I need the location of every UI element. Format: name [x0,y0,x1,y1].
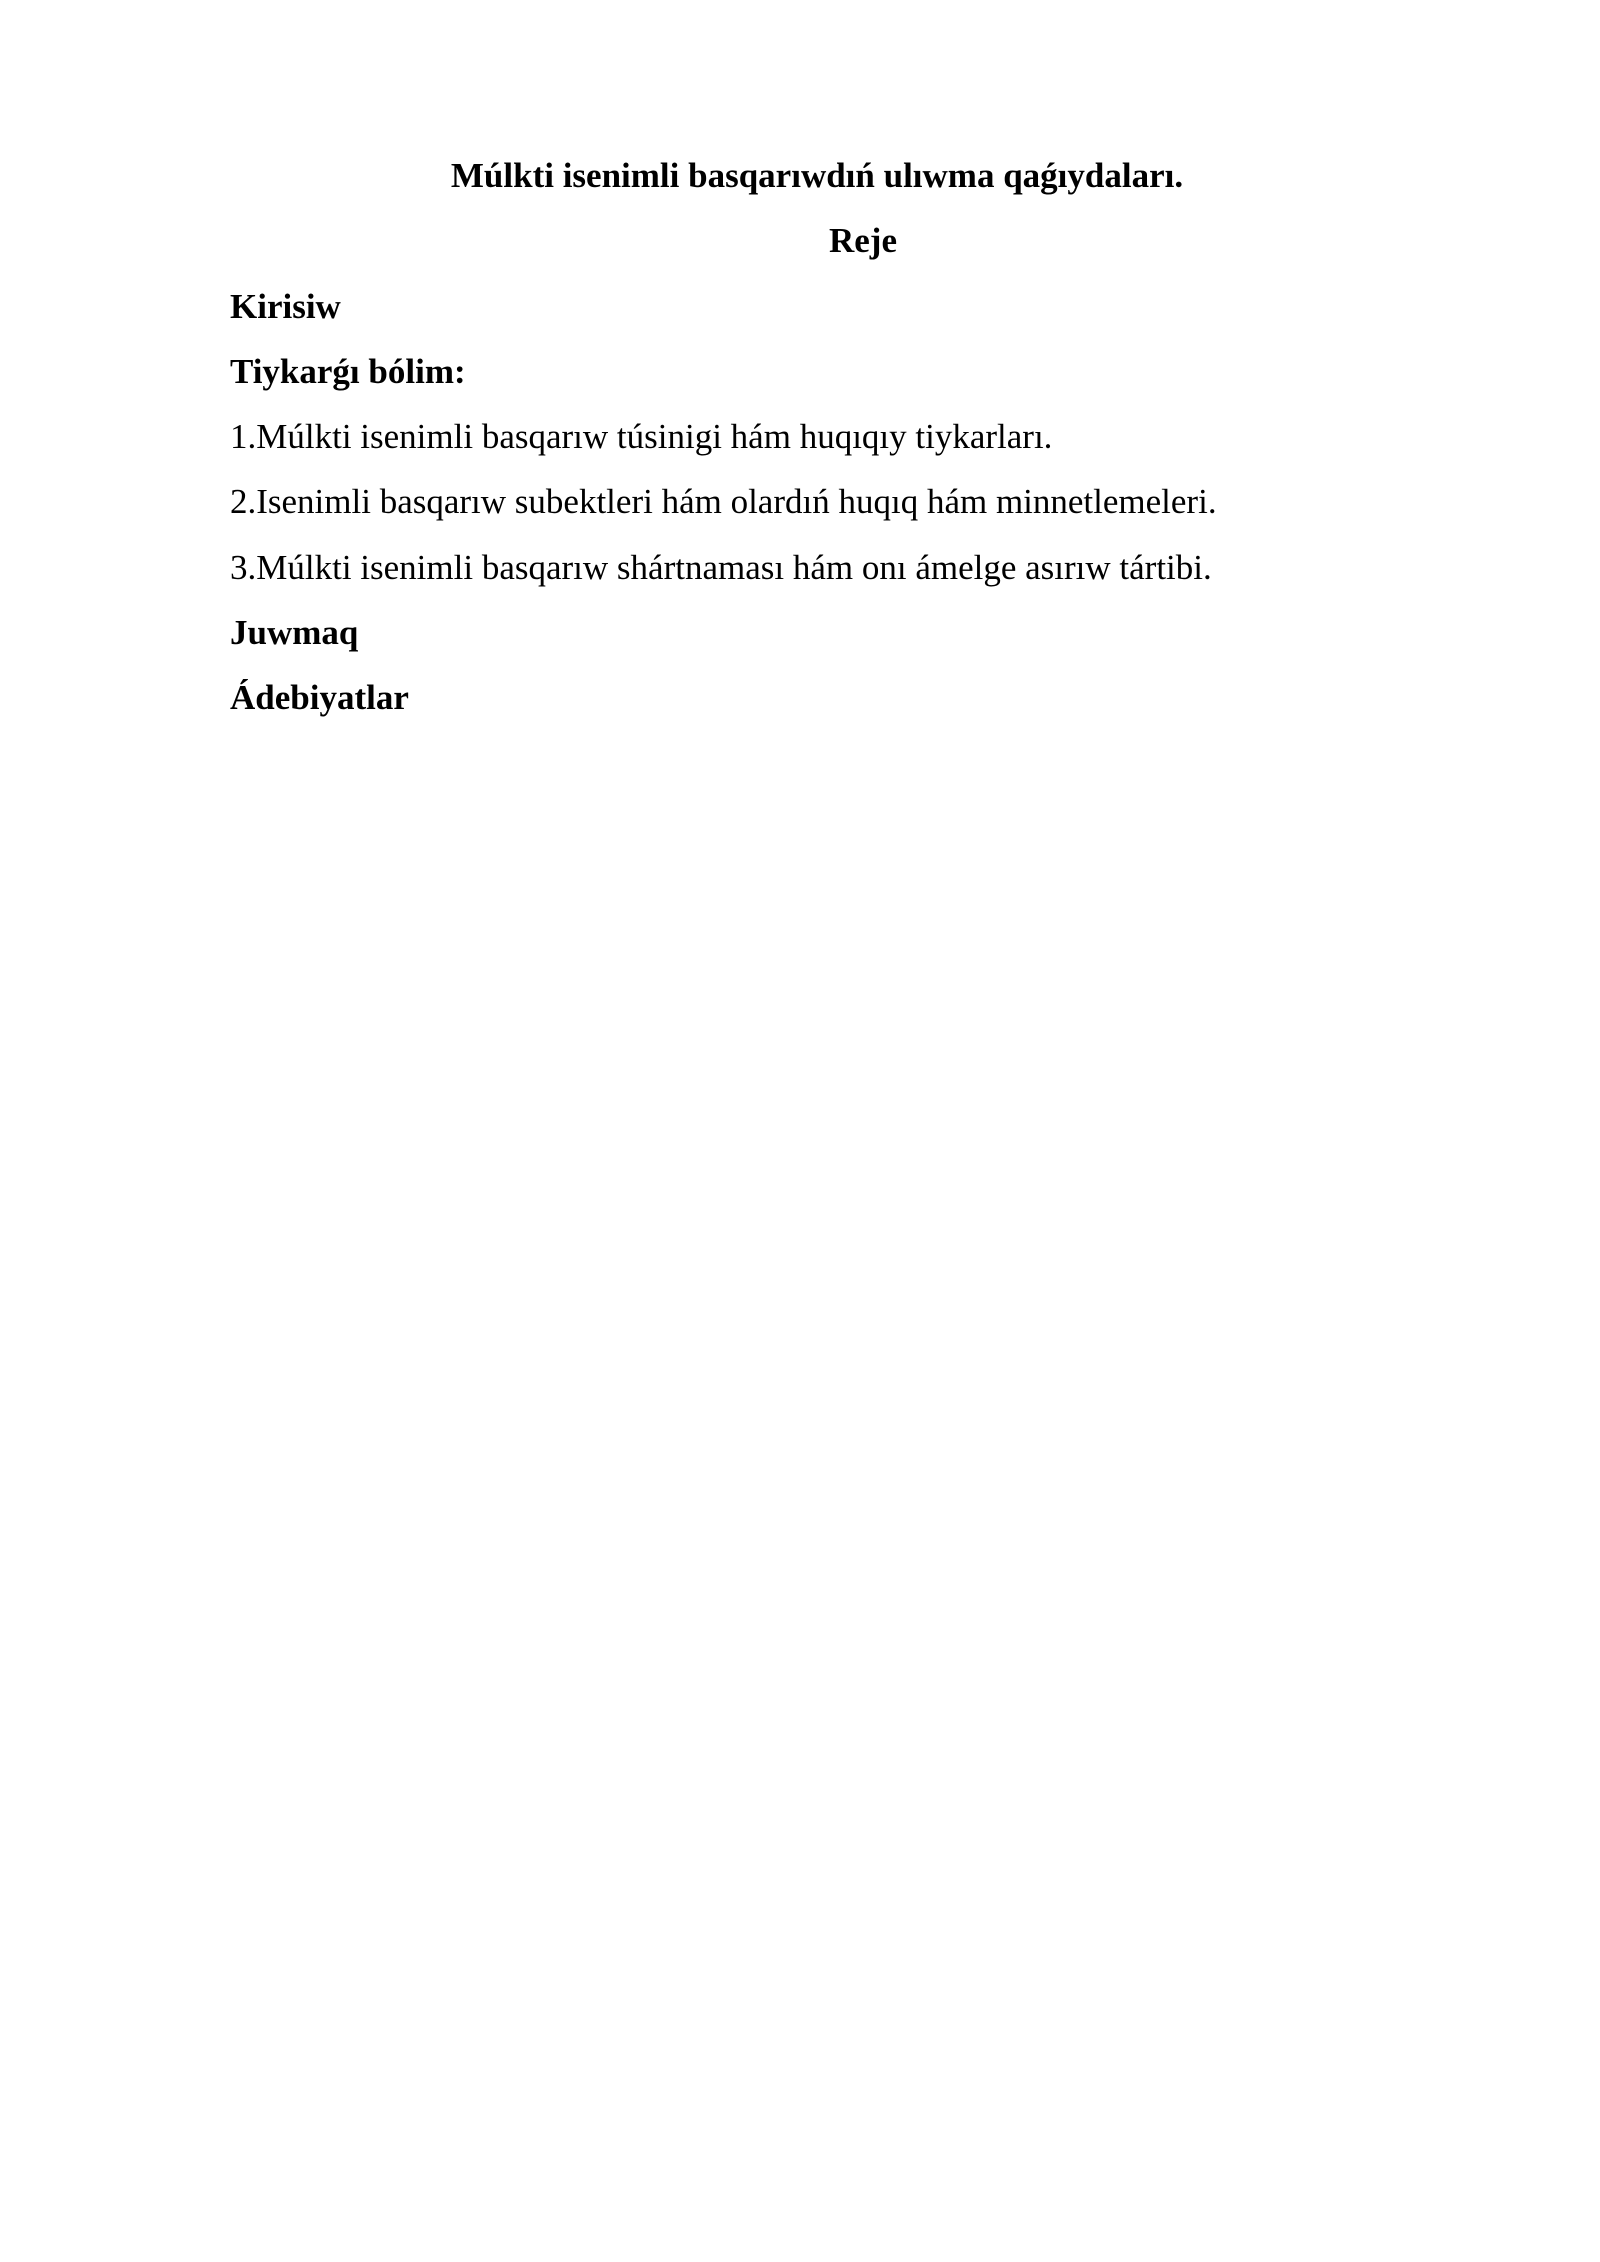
section-introduction: Kirisiw [230,287,341,326]
plan-item-3: 3.Múlkti isenimli basqarıw shártnaması hám onı ámelge asırıw tártibi. [230,548,1212,587]
section-references: Ádebiyatlar [230,678,409,717]
document-subtitle: Reje [828,221,897,260]
section-main-part: Tiykarǵı bólim: [230,352,466,391]
plan-item-2: 2.Isenimli basqarıw subektleri hám olardıń huqıq hám minnetlemeleri. [230,482,1217,521]
document-title: Múlkti isenimli basqarıwdıń ulıwma qaǵıydaları. [450,156,1184,195]
plan-item-1: 1.Múlkti isenimli basqarıw túsinigi hám huqıqıy tiykarları. [230,417,1053,456]
section-conclusion: Juwmaq [230,613,359,652]
